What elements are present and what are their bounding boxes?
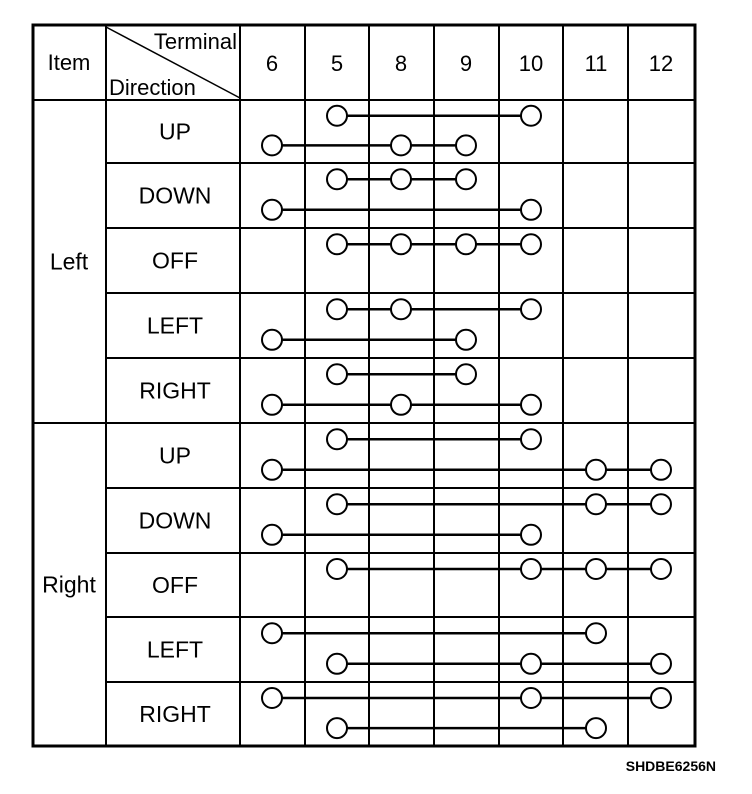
terminal-node [586,559,606,579]
terminal-node [391,135,411,155]
direction-label: OFF [152,572,198,598]
terminal-node [586,460,606,480]
terminal-node [521,654,541,674]
terminal-node [262,330,282,350]
terminal-node [651,460,671,480]
terminal-node [327,654,347,674]
terminal-node [262,525,282,545]
direction-label: LEFT [146,312,204,339]
terminal-node [456,169,476,189]
terminal-node [521,395,541,415]
terminal-node [327,299,347,319]
header-direction-label: Direction [109,75,196,100]
terminal-header: 11 [584,51,608,76]
terminal-node [391,234,411,254]
terminal-node [586,494,606,514]
terminal-node [456,364,476,384]
terminal-header: 5 [330,51,344,76]
figure-code: SHDBE6256N [625,758,716,774]
terminal-node [327,169,347,189]
direction-label: RIGHT [139,377,211,404]
terminal-header: 9 [459,51,473,76]
terminal-node [456,330,476,350]
terminal-node [651,494,671,514]
terminal-node [651,688,671,708]
terminal-node [327,106,347,126]
terminal-node [327,718,347,738]
item-label: Left [49,248,89,275]
direction-label: UP [159,118,191,145]
terminal-node [327,494,347,514]
direction-label: OFF [152,247,198,274]
terminal-node [651,654,671,674]
header-item-label: Item [47,50,91,75]
direction-label: DOWN [138,182,212,209]
terminal-node [262,200,282,220]
terminal-node [521,429,541,449]
terminal-header: 8 [394,51,408,76]
terminal-node [521,688,541,708]
terminal-node [586,623,606,643]
terminal-node [262,688,282,708]
terminal-node [521,299,541,319]
item-label: Right [42,571,96,598]
terminal-node [651,559,671,579]
terminal-node [327,234,347,254]
terminal-node [327,429,347,449]
direction-label: DOWN [138,507,212,534]
terminal-node [262,460,282,480]
terminal-header: 10 [518,51,544,76]
terminal-node [456,234,476,254]
terminal-header: 12 [648,51,674,76]
connection-nodes [262,106,671,738]
terminal-node [327,364,347,384]
terminal-node [391,169,411,189]
terminal-node [262,135,282,155]
terminal-node [521,106,541,126]
terminal-node [521,525,541,545]
terminal-header-row [266,51,673,76]
terminal-node [391,299,411,319]
direction-label: RIGHT [139,701,211,727]
terminal-node [262,623,282,643]
direction-label: UP [159,442,191,469]
terminal-node [586,718,606,738]
terminal-node [391,395,411,415]
terminal-node [456,135,476,155]
terminal-node [262,395,282,415]
terminal-node [521,200,541,220]
terminal-node [327,559,347,579]
terminal-header: 6 [265,51,279,76]
terminal-node [521,559,541,579]
header-terminal-label: Terminal [153,29,237,54]
direction-label: LEFT [146,636,204,663]
terminal-node [521,234,541,254]
